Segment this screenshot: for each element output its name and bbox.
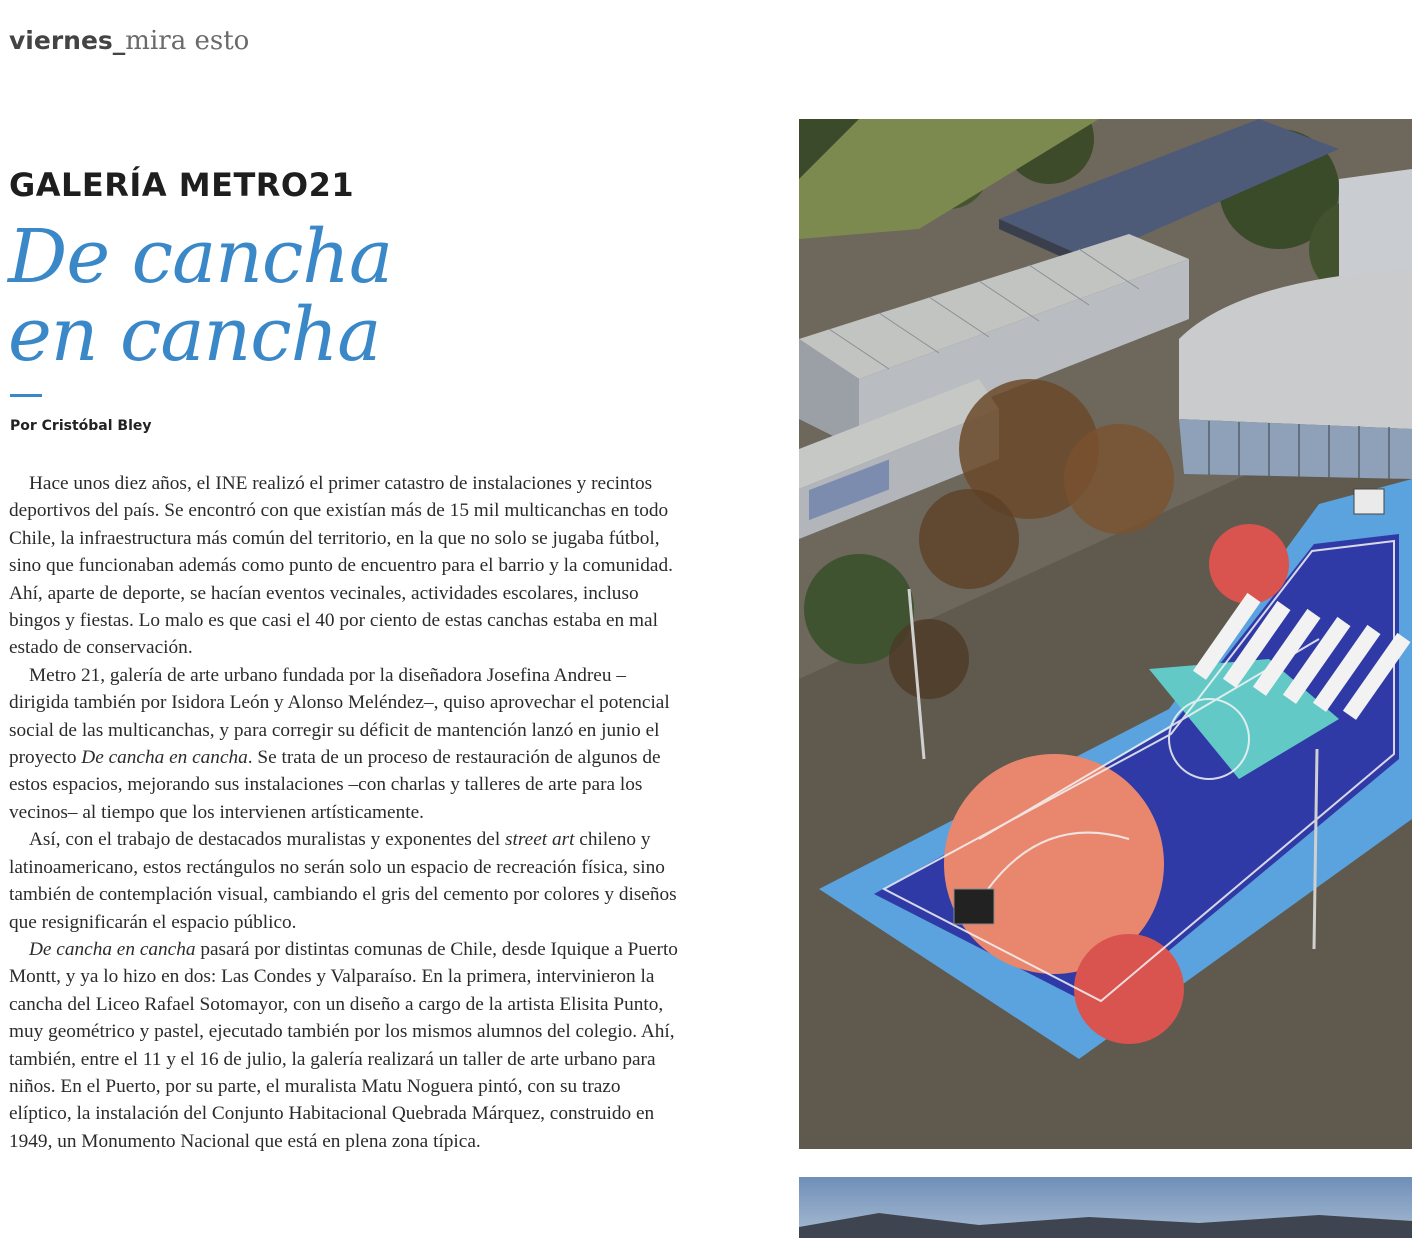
body-paragraph: [9, 826, 685, 936]
italic-text: De cancha en cancha: [81, 747, 248, 769]
section-day: viernes_: [9, 26, 126, 55]
paragraph-text: . Se trata de un proceso de restauración de algunos de estos espacios, mejorando sus instalaciones –con charlas y talleres de arte para los vecinos– al tiempo que los intervienen artísticamente.: [9, 747, 661, 823]
section-name: mira esto: [125, 26, 250, 56]
article-title-line-1: De cancha: [8, 214, 393, 300]
italic-text: street art: [505, 829, 575, 851]
second-photo-illustration: [799, 1177, 1412, 1238]
paragraph-text: Metro 21, galería de arte urbano fundada por la diseñadora Josefina Andreu –dirigida también por Isidora León y Alonso Meléndez–, quiso aprovechar el potencial social de las multicanchas, y para corregir su déficit de mantención lanzó en junio el proyecto: [9, 664, 670, 769]
court-aerial-illustration: [799, 119, 1412, 1149]
article-title: [8, 214, 393, 378]
body-paragraph: [9, 936, 685, 1155]
court-aerial-photo: [799, 119, 1412, 1149]
article-kicker: GALERÍA METRO21: [9, 166, 355, 204]
italic-text: De cancha en cancha: [29, 938, 196, 960]
paragraph-text: chileno y latinoamericano, estos rectángulos no serán solo un espacio de recreación física, sino también de contemplación visual, cambiando el gris del cemento por colores y diseños que resignificarán el espacio público.: [9, 829, 677, 933]
article-byline: Por Cristóbal Bley: [10, 418, 152, 434]
article-title-line-2: en cancha: [8, 292, 381, 378]
article-body: [9, 470, 685, 1155]
body-paragraph: [9, 662, 685, 826]
paragraph-text: pasará por distintas comunas de Chile, desde Iquique a Puerto Montt, y ya lo hizo en dos: Las Condes y Valparaíso. En la primera, intervinieron la cancha del Liceo Rafael Sotomayor, con un diseño a cargo de la artista Elisita Punto, muy geométrico y pastel, ejecutado también por los mismos alumnos del colegio. Ahí, también, entre el 11 y el 16 de julio, la galería realizará un taller de arte urbano para niños. En el Puerto, por su parte, el muralista Matu Noguera pintó, con su trazo elíptico, la instalación del Conjunto Habitacional Quebrada Márquez, construido en 1949, un Monumento Nacional que está en plena zona típica.: [9, 938, 678, 1152]
body-paragraph: [9, 470, 685, 662]
second-photo: [799, 1177, 1412, 1238]
title-divider: [10, 394, 42, 397]
section-tag: [9, 24, 249, 58]
paragraph-text: Hace unos diez años, el INE realizó el primer catastro de instalaciones y recintos deportivos del país. Se encontró con que existían más de 15 mil multicanchas en todo Chile, la infraestructura más común del territorio, en la que no solo se jugaba fútbol, sino que funcionaban además como punto de encuentro para el barrio y la comunidad. Ahí, aparte de deporte, se hacían eventos vecinales, actividades escolares, incluso bingos y fiestas. Lo malo es que casi el 40 por ciento de estas canchas estaba en mal estado de conservación.: [9, 473, 673, 659]
paragraph-text: Así, con el trabajo de destacados muralistas y exponentes del: [29, 829, 505, 851]
